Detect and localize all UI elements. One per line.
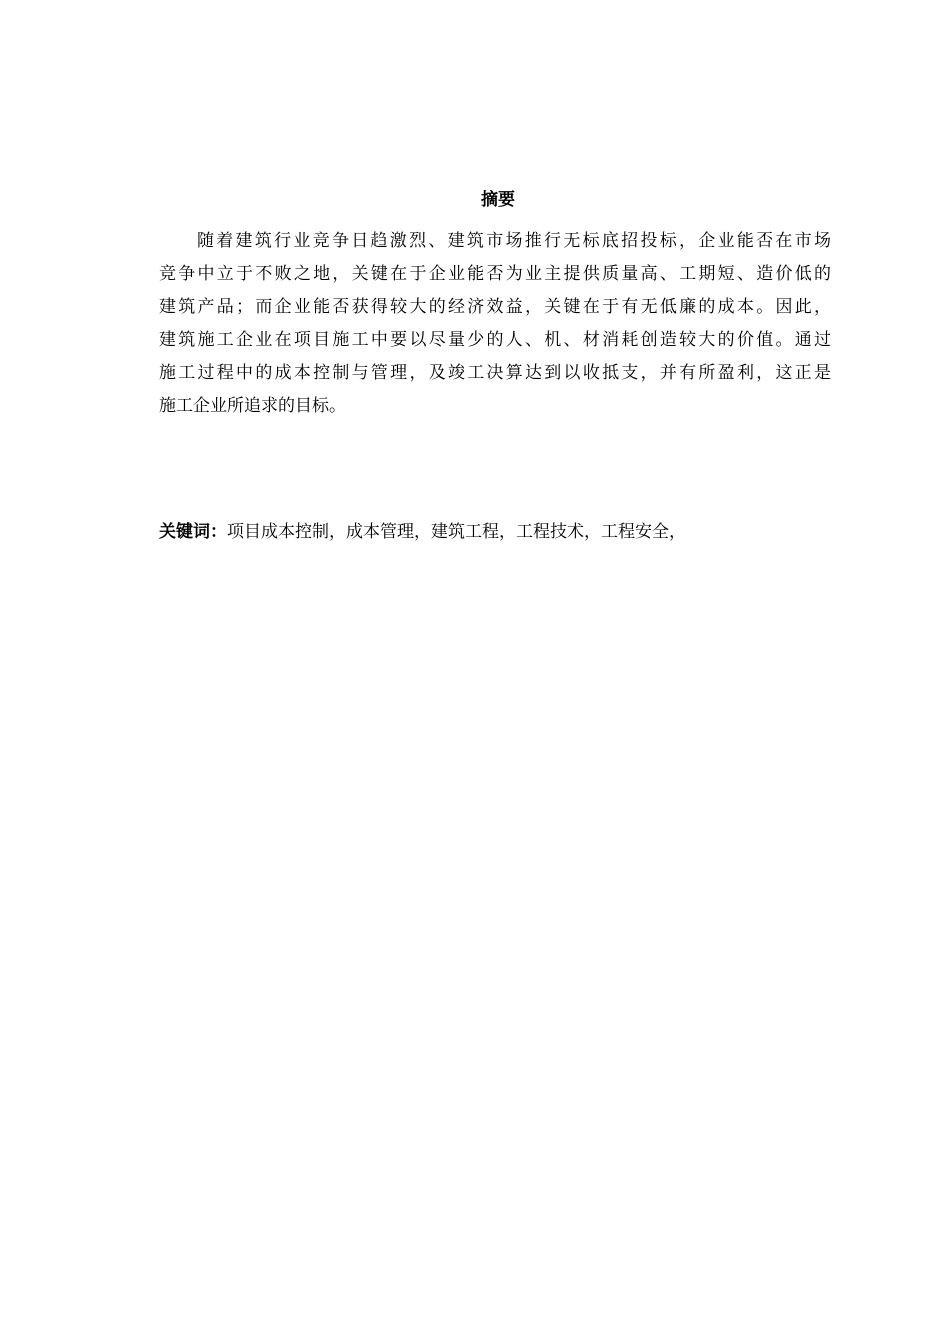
- keywords-text: 项目成本控制，成本管理，建筑工程，工程技术，工程安全，: [227, 522, 686, 542]
- abstract-line: 建筑产品；而企业能否获得较大的经济效益，关键在于有无低廉的成本。因此，: [159, 297, 831, 317]
- keywords-line: [159, 519, 686, 545]
- abstract-paragraph: [159, 225, 831, 423]
- abstract-line: 竞争中立于不败之地，关键在于企业能否为业主提供质量高、工期短、造价低的: [159, 264, 831, 284]
- abstract-heading: 摘要: [481, 190, 515, 210]
- abstract-line: 建筑施工企业在项目施工中要以尽量少的人、机、材消耗创造较大的价值。通过: [159, 330, 831, 350]
- abstract-line: 施工过程中的成本控制与管理，及竣工决算达到以收抵支，并有所盈利，这正是: [159, 363, 831, 383]
- keywords-label: 关键词：: [159, 522, 227, 542]
- abstract-line: 施工企业所追求的目标。: [159, 396, 346, 416]
- abstract-line: 随着建筑行业竞争日趋激烈、建筑市场推行无标底招投标，企业能否在市场: [197, 231, 831, 251]
